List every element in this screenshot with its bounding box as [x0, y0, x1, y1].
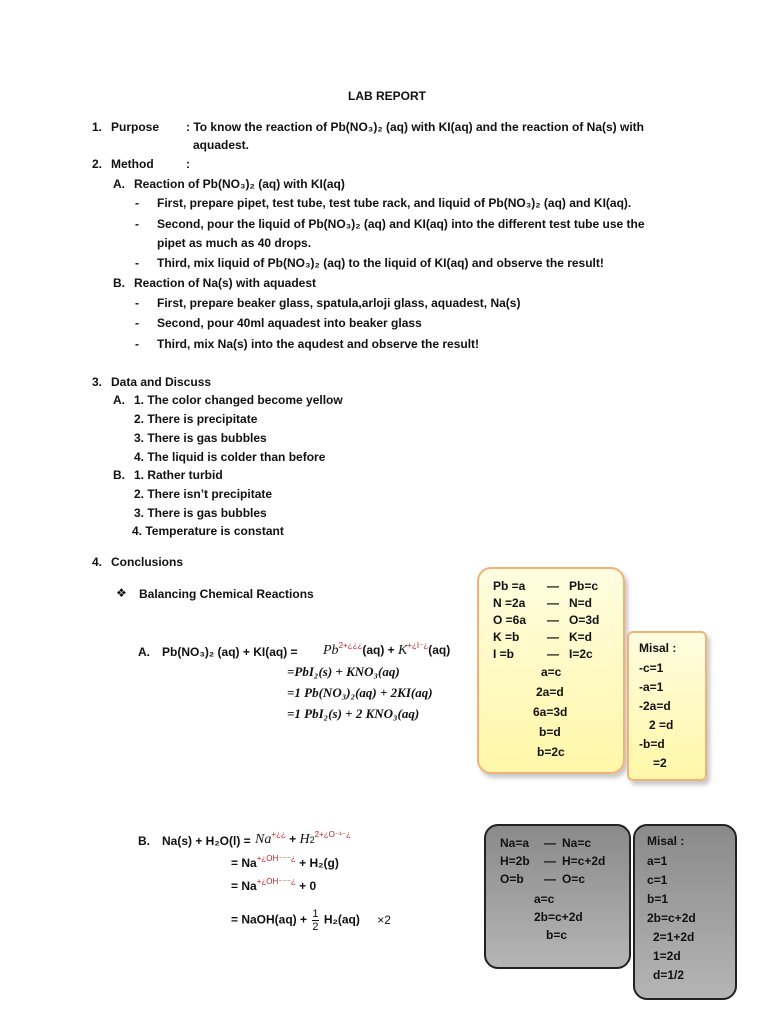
method-b-item: Second, pour 40ml aquadest into beaker glass — [157, 316, 422, 330]
balance-a-left: O =6a — [493, 613, 527, 627]
balance-b-right: O=c — [562, 872, 586, 886]
misal-a-item: =2 — [653, 756, 667, 770]
data-a-marker: A. — [113, 393, 125, 407]
misal-a-item: -c=1 — [639, 661, 664, 675]
balance-a-equation: a=c — [541, 665, 562, 679]
balance-b-right: Na=c — [562, 836, 592, 850]
method-label: Method — [111, 157, 154, 171]
data-number: 3. — [92, 375, 103, 389]
method-number: 2. — [92, 157, 103, 171]
balance-a-right: N=d — [569, 596, 593, 610]
data-a-item: 4. The liquid is colder than before — [134, 450, 326, 464]
data-a-item: 2. There is precipitate — [134, 412, 258, 426]
misal-box-b — [633, 824, 737, 1000]
dash: - — [135, 256, 139, 270]
page-title: LAB REPORT — [348, 89, 426, 103]
eq-a-rhs-1: $Pb^{2+¿¿¿}(aq) + K^{+¿I^-¿}(aq)$ — [323, 641, 451, 658]
balance-b-right: H=c+2d — [562, 854, 606, 868]
method-b-item: First, prepare beaker glass, spatula,arloji glass, aquadest, Na(s) — [157, 296, 521, 310]
misal-a-title: Misal : — [639, 641, 677, 655]
method-b-item: Third, mix Na(s) into the aqudest and observe the result! — [157, 337, 480, 351]
misal-a-item: -b=d — [639, 737, 665, 751]
method-a-item: pipet as much as 40 drops. — [157, 236, 312, 250]
balance-box-b — [484, 824, 631, 969]
eq-a-marker: A. — [138, 645, 150, 659]
balance-a-equation: b=2c — [537, 745, 565, 759]
balance-a-equation: 2a=d — [536, 685, 564, 699]
misal-a-item: 2 =d — [649, 718, 674, 732]
balance-a-right: O=3d — [569, 613, 600, 627]
eq-b-lhs: Na(s) + H₂O(l) = — [162, 834, 251, 848]
balance-box-a — [477, 567, 625, 774]
method-a-marker: A. — [113, 177, 125, 191]
balance-b-left: Na=a — [500, 836, 530, 850]
balance-b-equation: a=c — [534, 892, 555, 906]
data-b-marker: B. — [113, 468, 125, 482]
balance-b-equation: b=c — [546, 928, 568, 942]
method-b-heading: Reaction of Na(s) with aquadest — [134, 276, 317, 290]
data-b-item: 3. There is gas bubbles — [134, 506, 267, 520]
balance-a-dash: — — [547, 596, 559, 610]
conclusions-label: Conclusions — [111, 555, 184, 569]
balance-a-left: I =b — [493, 647, 515, 661]
balance-b-left: H=2b — [500, 854, 530, 868]
balance-b-equation: 2b=c+2d — [534, 910, 583, 924]
method-colon: : — [186, 157, 190, 171]
balance-a-right: K=d — [569, 630, 593, 644]
conclusions-subheading: Balancing Chemical Reactions — [139, 587, 314, 601]
misal-b-item: a=1 — [647, 854, 668, 868]
diamond-bullet-icon: ❖ — [116, 586, 127, 600]
balance-a-left: K =b — [493, 630, 520, 644]
balance-b-dash: — — [544, 854, 556, 868]
data-b-item: 1. Rather turbid — [134, 468, 223, 482]
dash: - — [135, 217, 139, 231]
balance-a-dash: — — [547, 630, 559, 644]
data-b-item: 4. Temperature is constant — [132, 524, 284, 538]
misal-box-a — [627, 631, 707, 781]
dash: - — [135, 196, 139, 210]
eq-a-line-3: =1 Pb(NO₃)₂(aq) + 2KI(aq) — [287, 685, 433, 700]
misal-b-item: 1=2d — [653, 949, 681, 963]
purpose-text-cont: aquadest. — [193, 138, 250, 152]
eq-b-marker: B. — [138, 834, 150, 848]
balance-a-dash: — — [547, 613, 559, 627]
dash: - — [135, 316, 139, 330]
misal-b-item: c=1 — [647, 873, 668, 887]
misal-a-item: -2a=d — [639, 699, 671, 713]
data-a-item: 1. The color changed become yellow — [134, 393, 343, 407]
eq-b-rhs-1: $Na^{+¿¿} + H2^{2+¿O^{-1-}¿}$ — [255, 830, 351, 847]
balance-b-left: O=b — [500, 872, 524, 886]
misal-b-title: Misal : — [647, 834, 685, 848]
eq-b-line-4: = NaOH(aq) + $\frac{1}{2}$ H₂(aq) ×2 — [231, 908, 391, 933]
balance-a-right: Pb=c — [569, 579, 599, 593]
method-a-item: Third, mix liquid of Pb(NO₃)₂ (aq) to the liquid of KI(aq) and observe the result! — [157, 256, 604, 270]
method-a-heading: Reaction of Pb(NO₃)₂ (aq) with KI(aq) — [134, 177, 345, 191]
balance-b-dash: — — [544, 836, 556, 850]
balance-a-left: N =2a — [493, 596, 526, 610]
eq-b-line-2: = $Na^{+¿OH^{---}¿} + H_2(g)$ — [231, 854, 339, 870]
misal-b-item: b=1 — [647, 892, 669, 906]
eq-a-lhs: Pb(NO₃)₂ (aq) + KI(aq) = — [162, 645, 298, 659]
data-label: Data and Discuss — [111, 375, 212, 389]
dash: - — [135, 337, 139, 351]
purpose-label: Purpose — [111, 120, 160, 134]
method-a-item: Second, pour the liquid of Pb(NO₃)₂ (aq) and KI(aq) into the different test tube use the — [157, 217, 645, 231]
misal-b-item: 2b=c+2d — [647, 911, 696, 925]
eq-a-line-2: =PbI₂(s) + KNO₃(aq) — [287, 664, 400, 679]
balance-a-left: Pb =a — [493, 579, 526, 593]
method-b-marker: B. — [113, 276, 125, 290]
balance-a-equation: 6a=3d — [533, 705, 568, 719]
data-b-item: 2. There isn’t precipitate — [134, 487, 273, 501]
balance-b-dash: — — [544, 872, 556, 886]
balance-a-right: I=2c — [569, 647, 593, 661]
dash: - — [135, 296, 139, 310]
purpose-number: 1. — [92, 120, 103, 134]
conclusions-number: 4. — [92, 555, 103, 569]
misal-b-item: d=1/2 — [653, 968, 685, 982]
misal-a-item: -a=1 — [639, 680, 664, 694]
misal-b-item: 2=1+2d — [653, 930, 695, 944]
eq-b-line-3: = $Na^{+¿OH^{---}¿} + 0$ — [231, 877, 317, 893]
data-a-item: 3. There is gas bubbles — [134, 431, 267, 445]
balance-a-equation: b=d — [539, 725, 561, 739]
method-a-item: First, prepare pipet, test tube, test tube rack, and liquid of Pb(NO₃)₂ (aq) and KI(aq). — [157, 196, 632, 210]
eq-a-line-4: =1 PbI₂(s) + 2 KNO₃(aq) — [287, 706, 420, 721]
purpose-text: : To know the reaction of Pb(NO₃)₂ (aq) with KI(aq) and the reaction of Na(s) with — [186, 120, 644, 134]
balance-a-dash: — — [547, 647, 559, 661]
balance-a-dash: — — [547, 579, 559, 593]
